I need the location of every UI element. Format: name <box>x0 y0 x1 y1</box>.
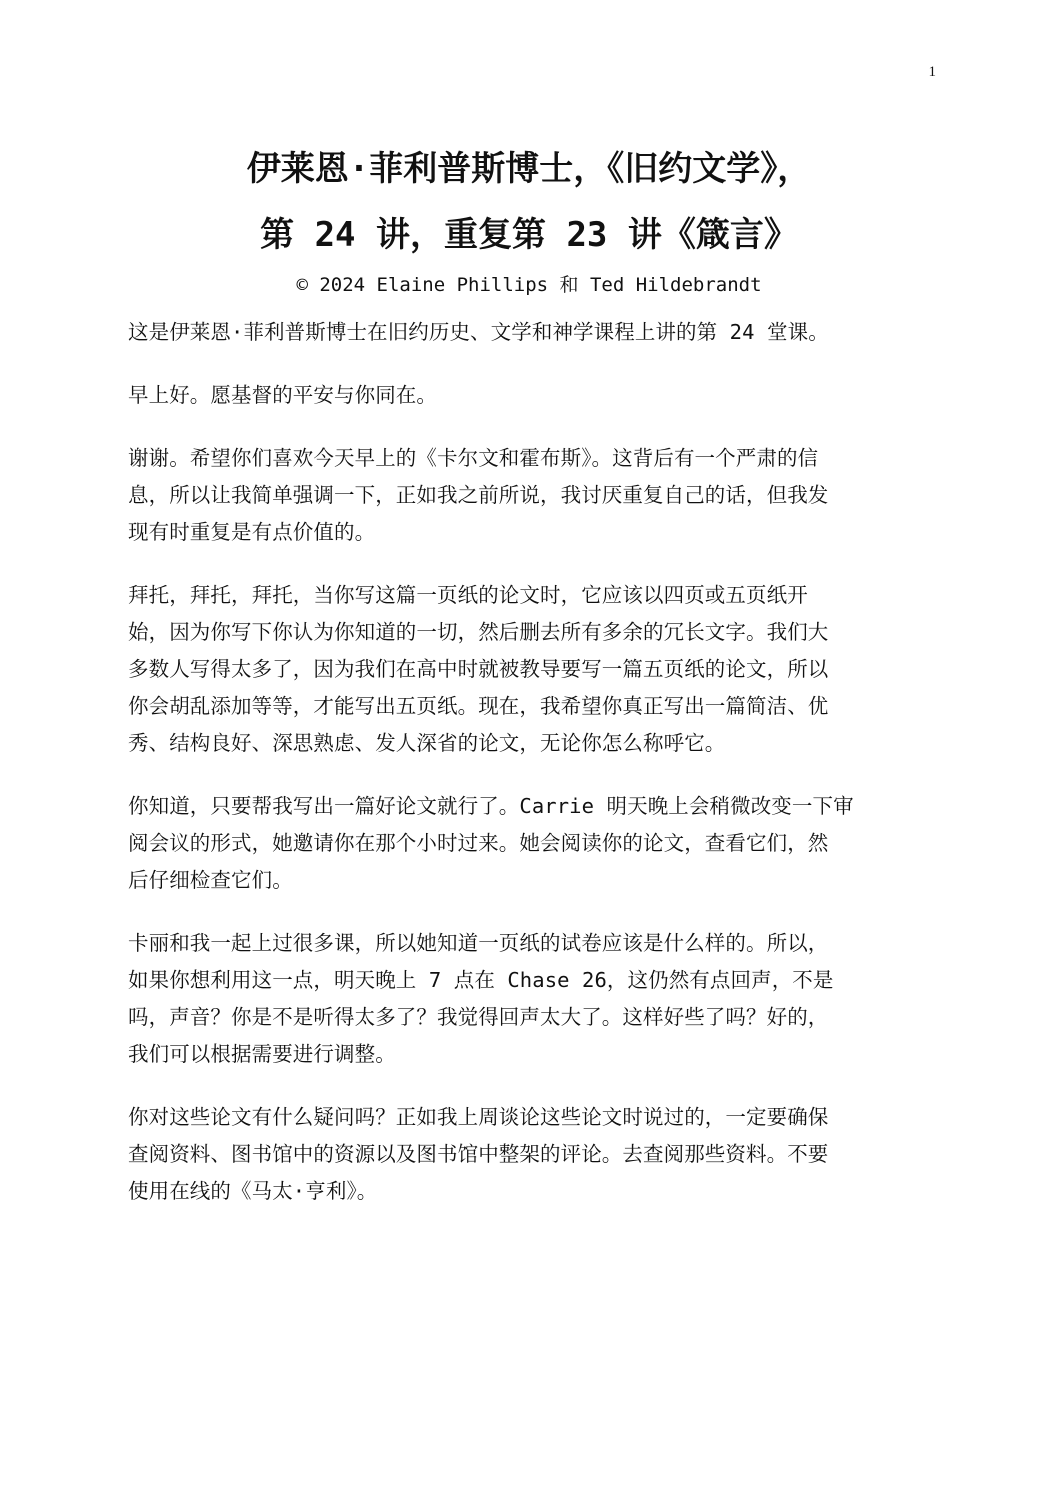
text-line: 使用在线的《马太·亨利》。 <box>128 1179 378 1203</box>
text-line: 息，所以让我简单强调一下，正如我之前所说，我讨厌重复自己的话，但我发 <box>128 483 829 507</box>
text-line: 早上好。愿基督的平安与你同在。 <box>128 383 437 407</box>
text-line: 现有时重复是有点价值的。 <box>128 520 376 544</box>
paragraph-intro <box>128 314 918 351</box>
text-line: 如果你想利用这一点，明天晚上 7 点在 Chase 26，这仍然有点回声，不是 <box>128 968 834 992</box>
text-line: 多数人写得太多了，因为我们在高中时就被教导要写一篇五页纸的论文，所以 <box>128 657 829 681</box>
text-line: 阅会议的形式，她邀请你在那个小时过来。她会阅读你的论文，查看它们，然 <box>128 831 829 855</box>
text-line: 我们可以根据需要进行调整。 <box>128 1042 396 1066</box>
text-line: 谢谢。希望你们喜欢今天早上的《卡尔文和霍布斯》。这背后有一个严肃的信 <box>128 446 819 470</box>
text-line: 后仔细检查它们。 <box>128 868 293 892</box>
paragraph-greeting <box>128 377 918 414</box>
paragraph-kali <box>128 925 918 1073</box>
paragraph-carrie <box>128 788 918 899</box>
paragraph-questions <box>128 1099 918 1210</box>
copyright-notice: © 2024 Elaine Phillips 和 Ted Hildebrandt <box>296 274 762 296</box>
page-number: 1 <box>928 64 936 80</box>
title-line-1: 伊莱恩·菲利普斯博士，《旧约文学》， <box>246 149 812 189</box>
paragraph-please <box>128 577 918 762</box>
text-line: 你会胡乱添加等等，才能写出五页纸。现在，我希望你真正写出一篇简洁、优 <box>128 694 829 718</box>
text-line: 卡丽和我一起上过很多课，所以她知道一页纸的试卷应该是什么样的。所以， <box>128 931 829 955</box>
paragraph-thanks <box>128 440 918 551</box>
title-line-2: 第 24 讲，重复第 23 讲《箴言》 <box>260 215 798 255</box>
text-line: 始，因为你写下你认为你知道的一切，然后删去所有多余的冗长文字。我们大 <box>128 620 829 644</box>
text-line: 秀、结构良好、深思熟虑、发人深省的论文，无论你怎么称呼它。 <box>128 731 726 755</box>
document-body <box>128 314 918 1236</box>
text-line: 这是伊莱恩·菲利普斯博士在旧约历史、文学和神学课程上讲的第 24 堂课。 <box>128 320 829 344</box>
document-title <box>0 136 1058 298</box>
text-line: 你对这些论文有什么疑问吗？正如我上周谈论这些论文时说过的，一定要确保 <box>128 1105 829 1129</box>
text-line: 拜托，拜托，拜托，当你写这篇一页纸的论文时，它应该以四页或五页纸开 <box>128 583 808 607</box>
text-line: 吗，声音？你是不是听得太多了？我觉得回声太大了。这样好些了吗？好的， <box>128 1005 829 1029</box>
text-line: 查阅资料、图书馆中的资源以及图书馆中整架的评论。去查阅那些资料。不要 <box>128 1142 829 1166</box>
text-line: 你知道，只要帮我写出一篇好论文就行了。Carrie 明天晚上会稍微改变一下审 <box>128 794 854 818</box>
